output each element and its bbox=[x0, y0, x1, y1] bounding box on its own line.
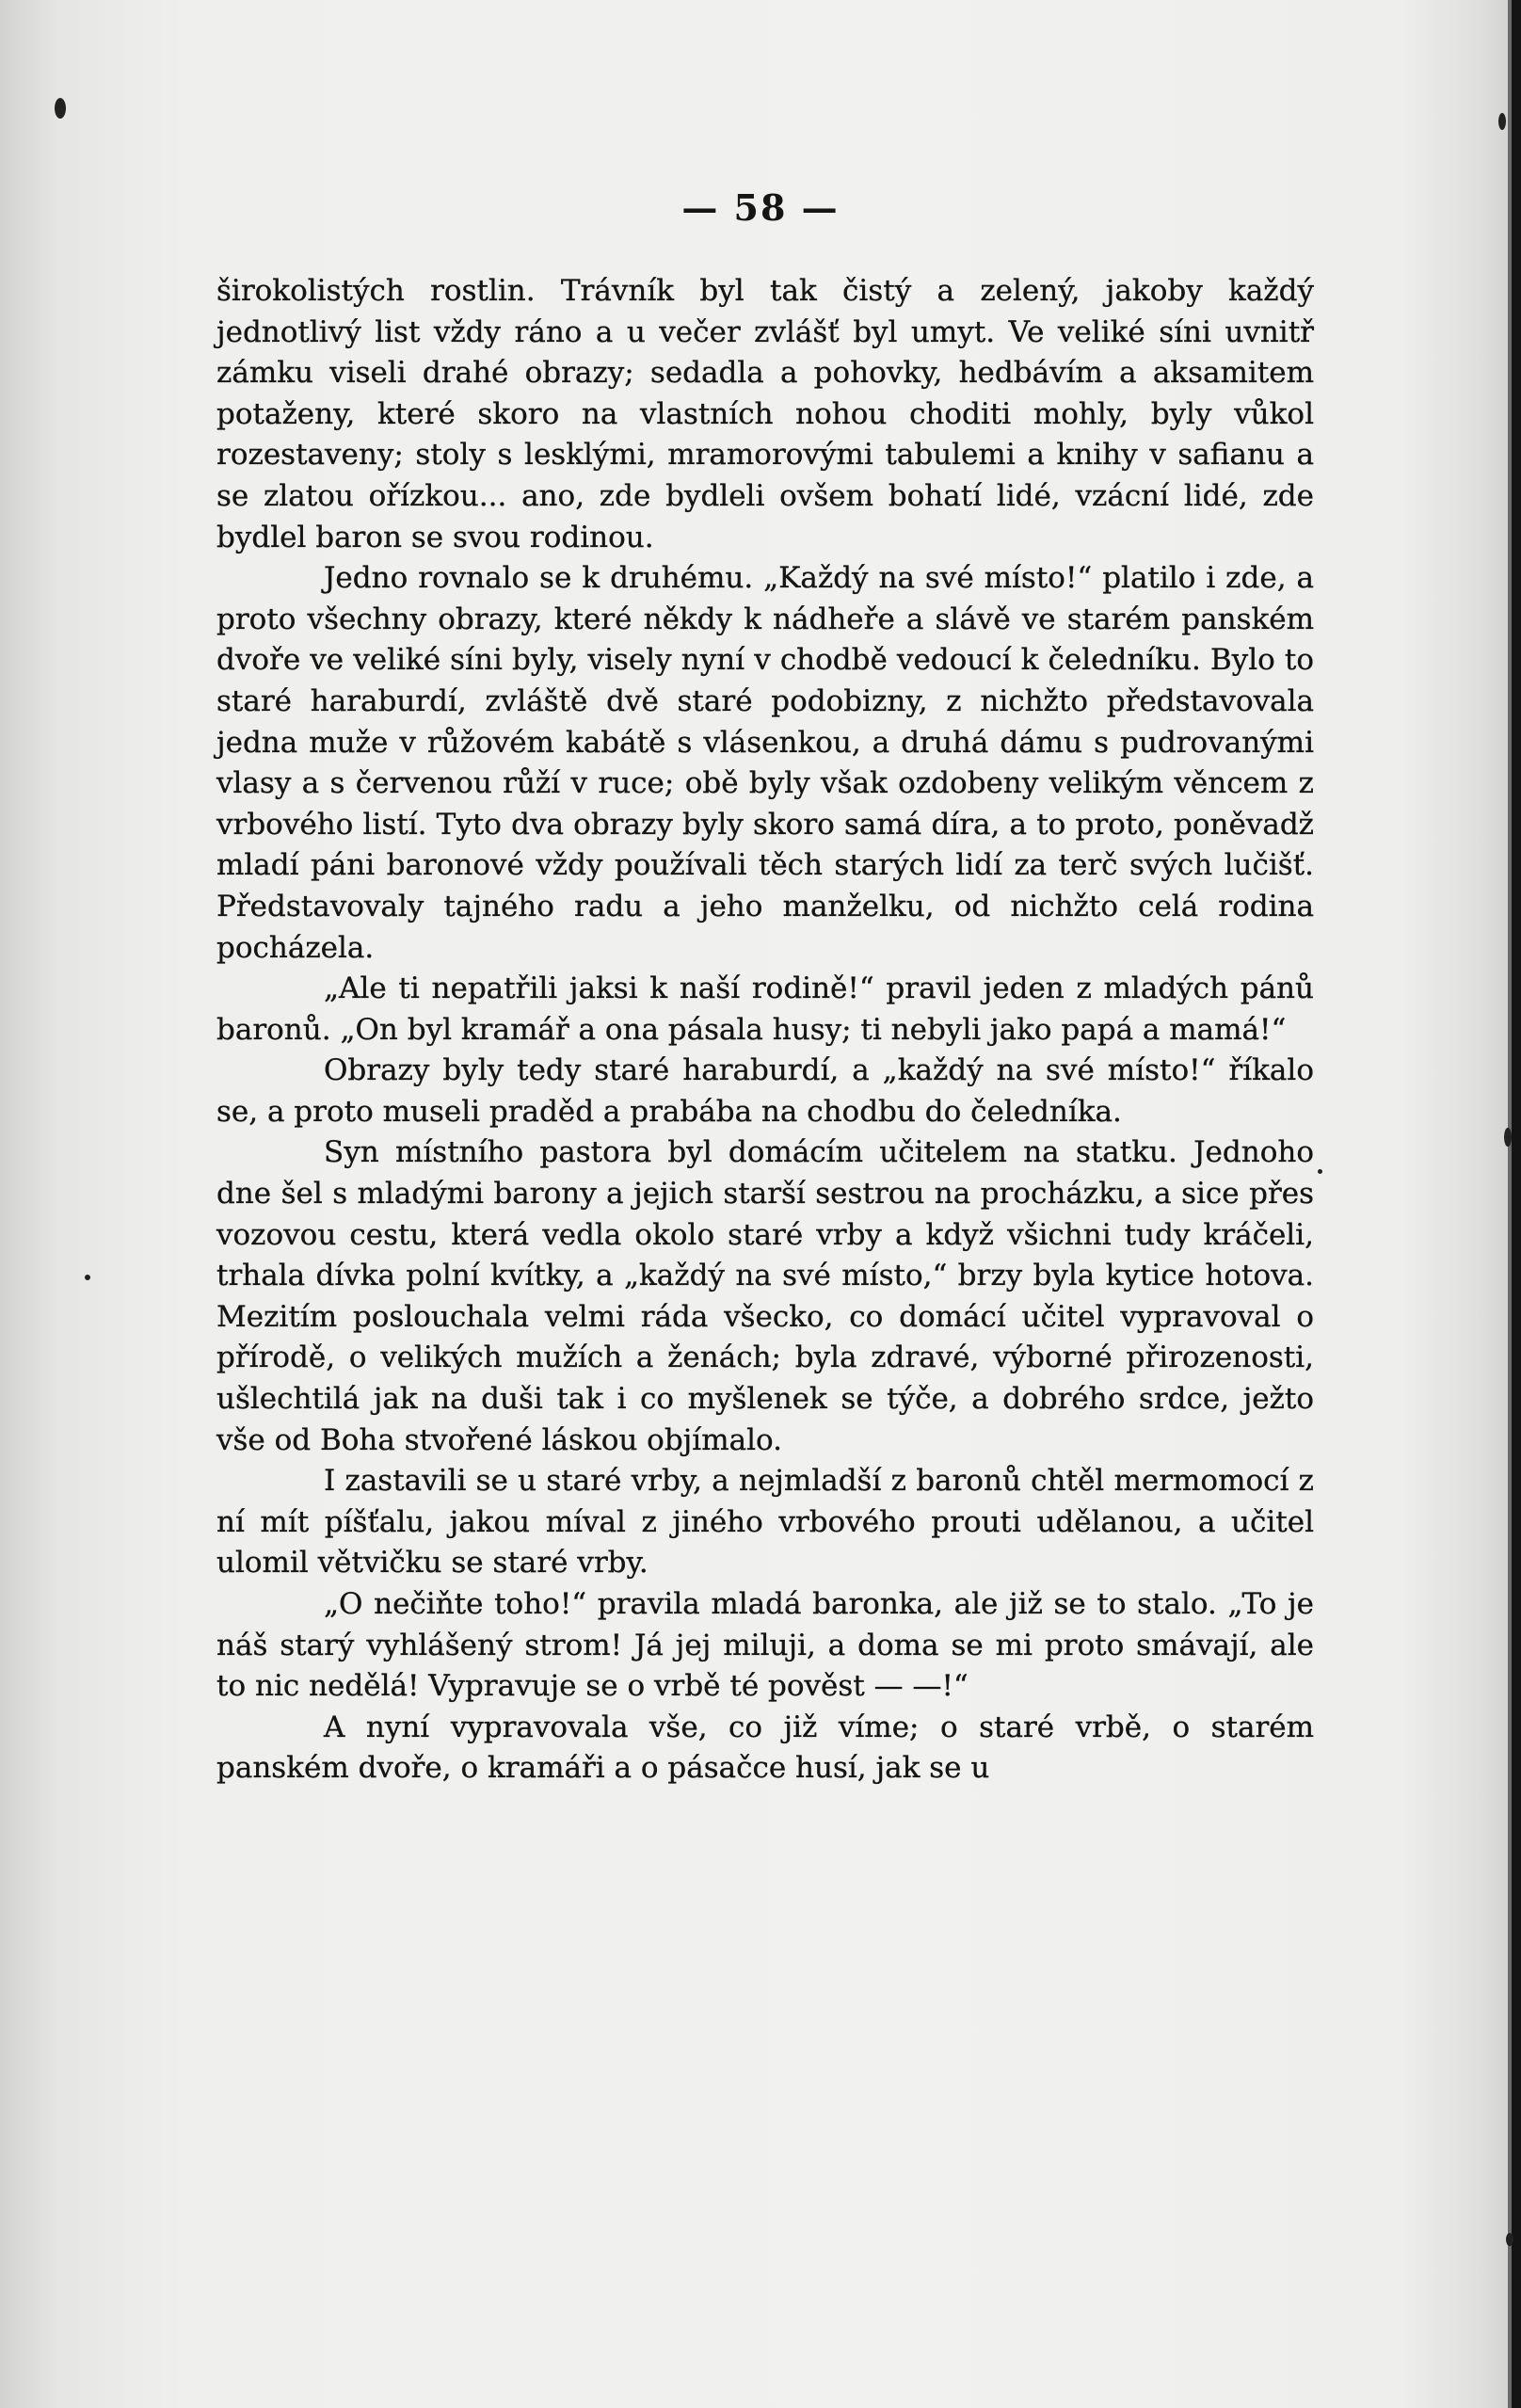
ink-speck bbox=[1506, 2233, 1513, 2246]
page-number: — 58 — bbox=[681, 186, 840, 229]
paragraph: „Ale ti nepatřili jaksi k naší rodině!“ pravil jeden z mladých pánů baronů. „On byl kramář a ona pásala husy; ti nebyli jako papá a mamá!“ bbox=[216, 971, 1314, 1047]
paragraph: A nyní vypravovala vše, co již víme; o staré vrbě, o starém panském dvoře, o kramáři a o pásačce husí, jak se u bbox=[216, 1710, 1314, 1786]
paragraph: širokolistých rostlin. Trávník byl tak čistý a zelený, jakoby každý jednotlivý list vždy ráno a u večer zvlášť byl umyt. Ve veliké síni uvnitř zámku viseli drahé obrazy; sedadla a pohovky, hedbávím a aksamitem potaženy, které skoro na vlastních nohou choditi mohly, byly vůkol rozestaveny; stoly s lesklými, mramorovými tabulemi a knihy v safianu a se zlatou ořízkou... ano, zde bydleli ovšem bohatí lidé, vzácní lidé, zde bydlel baron se svou rodinou. bbox=[216, 274, 1314, 554]
paragraph: „O nečiňte toho!“ pravila mladá baronka, ale již se to stalo. „To je náš starý vyhlášený strom! Já jej miluji, a doma se mi proto smávají, ale to nic nedělá! Vypravuje se o vrbě té pověst — —!“ bbox=[216, 1587, 1314, 1704]
scan-edge bbox=[1512, 0, 1521, 2408]
ink-speck bbox=[55, 98, 66, 119]
ink-speck bbox=[85, 1275, 90, 1280]
body-text bbox=[216, 271, 1314, 1790]
paragraph: Syn místního pastora byl domácím učitelem na statku. Jednoho dne šel s mladými barony a jejich starší sestrou na procházku, a sice přes vozovou cestu, která vedla okolo staré vrby a když všichni tudy kráčeli, trhala dívka polní kvítky, a „každý na své místo,“ brzy byla kytice hotova. Mezitím poslouchala velmi ráda všecko, co domácí učitel vypravoval o přírodě, o velikých mužích a ženách; byla zdravé, výborné přirozenosti, ušlechtilá jak na duši tak i co myšlenek se týče, a dobrého srdce, ježto vše od Boha stvořené láskou objímalo. bbox=[216, 1135, 1314, 1457]
ink-speck bbox=[1318, 1169, 1322, 1174]
ink-speck bbox=[1504, 1128, 1512, 1147]
paragraph: I zastavili se u staré vrby, a nejmladší z baronů chtěl mermomocí z ní mít píšťalu, jakou míval z jiného vrbového prouti udělanou, a učitel ulomil větvičku se staré vrby. bbox=[216, 1464, 1314, 1581]
paragraph: Jedno rovnalo se k druhému. „Každý na své místo!“ platilo i zde, a proto všechny obrazy, které někdy k nádheře a slávě ve starém panském dvoře ve veliké síni byly, visely nyní v chodbě vedoucí k čeledníku. Bylo to staré haraburdí, zvláště dvě staré podobizny, z nichžto představovala jedna muže v růžovém kabátě s vlásenkou, a druhá dámu s pudrovanými vlasy a s červenou růží v ruce; obě byly však ozdobeny velikým věncem z vrbového listí. Tyto dva obrazy byly skoro samá díra, a to proto, poněvadž mladí páni baronové vždy používali těch starých lidí za terč svých lučišť. Představovaly tajného radu a jeho manželku, od nichžto celá rodina pocházela. bbox=[216, 561, 1314, 965]
paragraph: Obrazy byly tedy staré haraburdí, a „každý na své místo!“ říkalo se, a proto museli praděd a prabába na chodbu do čeledníka. bbox=[216, 1053, 1314, 1129]
ink-speck bbox=[1498, 113, 1506, 130]
